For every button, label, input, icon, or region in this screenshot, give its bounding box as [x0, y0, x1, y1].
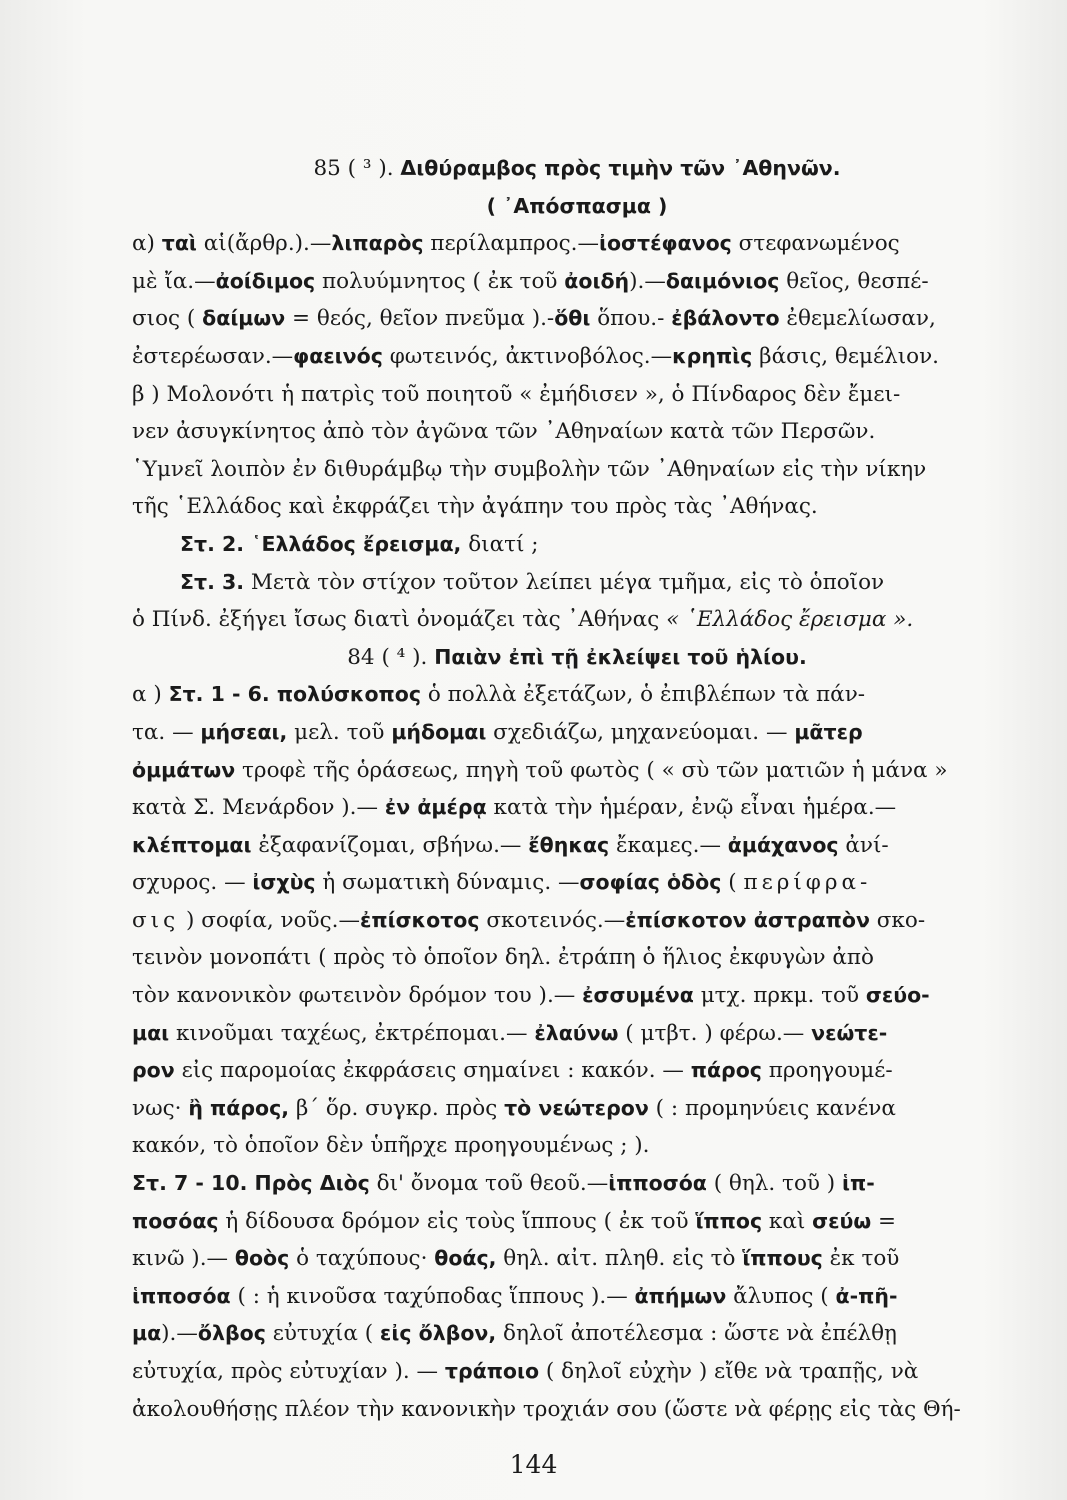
text-run: μήσεαι,: [200, 719, 288, 744]
text-run: ἀ-πῆ-: [835, 1283, 898, 1308]
text-run: θεῖος, θεσπέ-: [779, 268, 929, 294]
text-run: Διθύραμβος πρὸς τιμὴν τῶν ᾿Αθηνῶν.: [400, 156, 841, 180]
text-run: ( : προμηνύεις κανένα: [648, 1095, 896, 1121]
text-run: ἐβάλοντο: [671, 306, 780, 331]
text-run: Στ. 7 - 10. Πρὸς Διὸς: [132, 1171, 370, 1196]
text-run: « ῾Ελλάδος ἔρεισμα ».: [666, 607, 914, 633]
text-run: = θεός, θεῖον πνεῦμα ).-: [285, 306, 555, 332]
text-run: σκοτεινός.—: [479, 907, 626, 933]
text-run: μτχ. πρκμ. τοῦ: [693, 983, 866, 1009]
text-run: δαιμόνιος: [665, 268, 780, 293]
text-line: [132, 714, 1022, 752]
text-line: [132, 451, 1022, 489]
text-run: κλέπτομαι: [132, 832, 252, 857]
text-run: ) σοφία, νοῦς.—: [179, 907, 360, 933]
text-run: θοὸς: [234, 1246, 290, 1271]
text-run: ἐπίσκοτος: [359, 907, 480, 932]
text-run: ἀμάχανος: [727, 832, 839, 857]
text-run: κατὰ Σ. Μενάρδον ).—: [132, 795, 385, 821]
text-run: θοάς,: [434, 1246, 497, 1271]
text-run: περίλαμπρος.—: [423, 231, 599, 257]
text-run: λιπαρὸς: [331, 231, 424, 256]
text-run: ἢ πάρος,: [188, 1095, 290, 1120]
text-run: 85 ( ³ ).: [313, 156, 401, 181]
text-line: [132, 676, 1022, 714]
text-line: [132, 1052, 1022, 1090]
text-run: ἰσχὺς: [252, 870, 316, 895]
text-run: ἀοίδιμος: [215, 268, 316, 293]
text-line: [132, 1240, 1022, 1278]
text-run: ὁ πολλὰ ἐξετάζων, ὁ ἐπιβλέπων τὰ πάν-: [421, 682, 866, 708]
text-run: δι' ὄνομα τοῦ θεοῦ.—: [369, 1171, 609, 1197]
text-run: τροφὲ τῆς ὁράσεως, πηγὴ τοῦ φωτὸς ( « σὺ τῶν ματιῶν ἡ μάνα »: [235, 757, 948, 783]
text-run: ἀπήμων: [634, 1283, 727, 1308]
text-line: [132, 376, 1022, 414]
text-run: σις: [132, 907, 180, 933]
text-line: [132, 1090, 1022, 1128]
text-line: [132, 1127, 1022, 1165]
text-line: [132, 338, 1022, 376]
text-line: [132, 526, 1022, 564]
text-run: ἐλαύνω: [534, 1020, 619, 1045]
text-line: [132, 864, 1022, 902]
text-run: ( δηλοῖ εὐχὴν ) εἴθε νὰ τραπῇς, νὰ: [539, 1359, 919, 1384]
text-run: δαίμων: [202, 306, 286, 331]
text-run: ἱπ-: [842, 1171, 875, 1196]
text-run: ἐπίσκοτον ἀστραπὸν: [625, 907, 870, 932]
text-run: ( μτβτ. ) φέρω.—: [618, 1020, 812, 1046]
text-line: [132, 150, 1022, 188]
text-run: τα. —: [132, 719, 201, 745]
text-line: [132, 300, 1022, 338]
text-run: καὶ: [762, 1208, 813, 1234]
text-run: σεύω: [812, 1208, 872, 1233]
text-line: [132, 1165, 1022, 1203]
text-line: [132, 977, 1022, 1015]
text-line: [132, 488, 1022, 526]
text-run: θηλ. αἰτ. πληθ. εἰς τὸ: [496, 1246, 743, 1272]
text-line: [132, 564, 1022, 602]
text-line: [132, 1391, 1022, 1429]
text-run: ἔκαμες.—: [609, 832, 728, 858]
text-run: Παιὰν ἐπὶ τῇ ἐκλείψει τοῦ ἡλίου.: [434, 644, 807, 669]
text-line: [132, 1353, 1022, 1391]
text-run: τὸν κανονικὸν φωτεινὸν δρόμον του ).—: [132, 983, 583, 1009]
text-run: σιος (: [132, 306, 203, 332]
text-run: μαι: [132, 1020, 170, 1045]
text-run: ἡ σωματικὴ δύναμις. —: [315, 870, 580, 896]
text-run: α): [132, 231, 162, 257]
text-run: ἰοστέφανος: [598, 231, 732, 256]
text-run: Στ. 1 - 6. πολύσκοπος: [168, 682, 422, 707]
text-line: [132, 263, 1022, 301]
text-run: Στ. 2. ῾Ελλάδος ἔρεισμα,: [180, 531, 462, 556]
text-run: τὸ νεώτερον: [504, 1095, 649, 1120]
text-run: ρον: [132, 1058, 175, 1083]
text-run: ἵππος: [695, 1208, 763, 1233]
text-run: ἐστερέωσαν.—: [132, 343, 294, 369]
text-run: διατί ;: [461, 531, 539, 557]
text-run: ὄλβος: [197, 1321, 266, 1346]
text-run: σκο-: [869, 907, 926, 933]
text-run: νεν ἀσυγκίνητος ἀπὸ τὸν ἀγῶνα τῶν ᾿Αθηναίων κατὰ τῶν Περσῶν.: [132, 419, 876, 445]
text-run: τράποιο: [444, 1359, 540, 1383]
text-run: Στ. 3.: [180, 569, 245, 594]
text-line: [132, 1315, 1022, 1353]
text-line: [132, 601, 1022, 639]
text-run: ἡ δίδουσα δρόμον εἰς τοὺς ἵππους ( ἐκ τοῦ: [218, 1208, 696, 1234]
text-run: ποσόας: [132, 1208, 219, 1233]
text-run: πάρος: [690, 1058, 762, 1083]
text-run: πολυύμνητος ( ἐκ τοῦ: [315, 268, 565, 294]
text-run: ἱπποσόα: [132, 1283, 231, 1308]
text-line: [132, 413, 1022, 451]
text-run: μὲ ἴα.—: [132, 268, 216, 294]
text-run: κινῶ ).—: [132, 1246, 235, 1272]
text-run: ἄλυπος (: [726, 1283, 836, 1309]
text-run: ἐσσυμένα: [582, 983, 694, 1008]
text-run: σχυρος. —: [132, 870, 253, 896]
text-run: μελ. τοῦ: [287, 719, 392, 745]
text-run: εἰς παρομοίας ἐκφράσεις σημαίνει : κακόν. —: [174, 1058, 691, 1084]
text-run: ἱπποσόα: [608, 1171, 707, 1196]
text-run: ).—: [161, 1321, 198, 1347]
text-line: [132, 1203, 1022, 1241]
text-run: τεινὸν μονοπάτι ( πρὸς τὸ ὁποῖον δηλ. ἐτράπη ὁ ἥλιος ἐκφυγὼν ἀπὸ: [132, 945, 874, 971]
text-run: =: [871, 1208, 897, 1234]
text-run: σοφίας ὁδὸς: [579, 870, 722, 895]
text-run: εὐτυχία (: [265, 1321, 380, 1347]
text-line: [132, 827, 1022, 865]
text-run: μήδομαι: [391, 719, 487, 744]
text-run: ἐθεμελίωσαν,: [779, 306, 936, 332]
text-run: τῆς ῾Ελλάδος καὶ ἐκφράζει τὴν ἀγάπην του πρὸς τὰς ᾿Αθήνας.: [132, 494, 818, 520]
text-run: (: [721, 870, 744, 896]
text-run: ῾Υμνεῖ λοιπὸν ἐν διθυράμβῳ τὴν συμβολὴν τῶν ᾿Αθηναίων εἰς τὴν νίκην: [132, 456, 927, 482]
text-run: β ) Μολονότι ἡ πατρὶς τοῦ ποιητοῦ « ἐμήδισεν », ὁ Πίνδαρος δὲν ἔμει-: [132, 381, 901, 407]
text-run: εὐτυχία, πρὸς εὐτυχίαν ). —: [132, 1359, 445, 1384]
text-run: μᾶτερ: [794, 719, 863, 744]
text-run: βάσις, θεμέλιον.: [752, 343, 940, 369]
text-run: εἰς ὄλβον,: [379, 1321, 497, 1346]
text-run: στεφανωμένος: [731, 231, 900, 257]
text-run: φωτεινός, ἀκτινοβόλος.—: [382, 343, 673, 369]
text-run: κατὰ τὴν ἡμέραν, ἐνῷ εἶναι ἡμέρα.—: [486, 795, 897, 821]
text-line: [132, 1015, 1022, 1053]
text-run: κινοῦμαι ταχέως, ἐκτρέπομαι.—: [169, 1020, 535, 1046]
text-run: ὅθι: [554, 306, 591, 331]
text-run: ( θηλ. τοῦ ): [706, 1171, 843, 1197]
text-run: αἱ(ἄρθρ.).—: [196, 231, 332, 257]
text-run: κακόν, τὸ ὁποῖον δὲν ὑπῆρχε προηγουμένως ; ).: [132, 1133, 650, 1159]
text-run: ἐξαφανίζομαι, σβήνω.—: [251, 832, 529, 858]
text-run: ὀμμάτων: [132, 757, 236, 782]
text-run: σχεδιάζω, μηχανεύομαι. —: [486, 719, 795, 745]
text-line: [132, 225, 1022, 263]
text-run: ἵππους: [742, 1246, 823, 1271]
text-run: ( : ἡ κινοῦσα ταχύποδας ἵππους ).—: [230, 1283, 635, 1309]
text-run: δηλοῖ ἀποτέλεσμα : ὥστε νὰ ἐπέλθῃ: [496, 1321, 897, 1347]
text-line: [132, 639, 1022, 677]
page-text: [132, 150, 1022, 1428]
page-number: 144: [509, 1450, 558, 1479]
text-run: Μετὰ τὸν στίχον τοῦτον λείπει μέγα τμῆμα, εἰς τὸ ὁποῖον: [244, 569, 885, 595]
text-run: ταὶ: [161, 231, 197, 256]
text-run: ( ᾿Απόσπασμα ): [486, 193, 668, 218]
text-run: ὁ ταχύπους·: [289, 1246, 435, 1272]
text-run: μα: [132, 1321, 162, 1346]
text-line: [132, 1278, 1022, 1316]
text-run: νεώτε-: [811, 1020, 888, 1045]
text-run: ἀοιδή: [564, 268, 630, 293]
text-run: ἔθηκας: [528, 832, 610, 857]
text-run: φαεινός: [293, 343, 383, 368]
text-line: [132, 789, 1022, 827]
text-run: κρηπὶς: [672, 343, 753, 368]
text-run: β΄ ὅρ. συγκρ. πρὸς: [289, 1095, 505, 1121]
text-run: ὅπου.-: [590, 306, 672, 332]
text-run: ἀνί-: [838, 832, 889, 858]
text-run: ).—: [629, 268, 666, 294]
text-run: 84 ( ⁴ ).: [347, 644, 435, 670]
text-run: ἀκολουθήσῃς πλέον τὴν κανονικὴν τροχιάν σου (ὥστε νὰ φέρῃς εἰς τὰς Θή-: [132, 1396, 961, 1422]
text-line: [132, 752, 1022, 790]
text-run: ἐν ἀμέρᾳ: [384, 795, 487, 820]
text-line: [132, 902, 1022, 940]
text-run: προηγουμέ-: [761, 1058, 893, 1084]
text-run: ἐκ τοῦ: [822, 1246, 900, 1272]
text-run: σεύο-: [865, 983, 930, 1008]
text-run: νως·: [132, 1095, 189, 1121]
text-run: ὁ Πίνδ. ἐξήγει ἴσως διατὶ ὀνομάζει τὰς ᾿Αθήνας: [132, 607, 667, 633]
text-line: [132, 188, 1022, 226]
text-line: [132, 939, 1022, 977]
text-run: περίφρα-: [743, 870, 872, 896]
text-run: α ): [132, 682, 169, 708]
